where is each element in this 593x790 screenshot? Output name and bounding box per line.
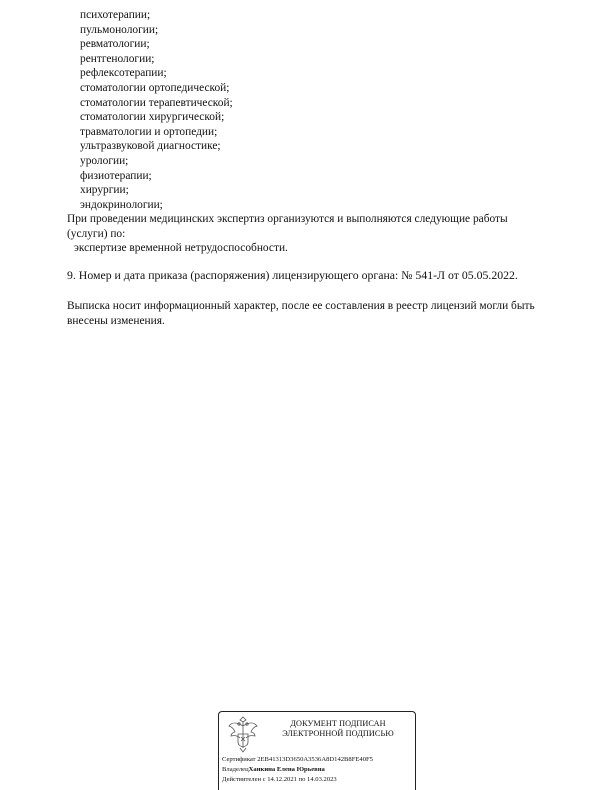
- electronic-signature-stamp: [218, 711, 416, 790]
- stamp-owner: [222, 766, 325, 774]
- coat-of-arms-icon: [227, 714, 259, 754]
- list-item: психотерапии;: [80, 9, 151, 21]
- disclaimer-note: Выписка носит информационный характер, после ее составления в реестр лицензий могли быть внесены изменения.: [67, 300, 535, 327]
- list-item: стоматологии хирургической;: [80, 111, 225, 124]
- list-item: пульмонологии;: [80, 23, 159, 36]
- list-item: ультразвуковой диагностике;: [80, 140, 221, 153]
- expertise-item: экспертизе временной нетрудоспособности.: [74, 242, 288, 254]
- list-item: эндокринологии;: [80, 198, 163, 211]
- stamp-certificate: Сертификат 2EB41313D3650A3536A8D142B8FE40F5: [222, 756, 373, 763]
- list-item: хирургии;: [80, 184, 129, 197]
- list-item: стоматологии ортопедической;: [80, 81, 230, 94]
- stamp-title-line-2: ЭЛЕКТРОННОЙ ПОДПИСЬЮ: [282, 729, 394, 738]
- stamp-owner-name: Ханкина Елена Юрьевна: [248, 766, 325, 773]
- list-item: рефлексотерапии;: [80, 67, 167, 80]
- list-item: урологии;: [80, 154, 129, 167]
- list-item: стоматологии терапевтической;: [80, 96, 233, 109]
- list-item: травматологии и ортопедии;: [80, 125, 218, 138]
- list-item: физиотерапии;: [80, 169, 152, 182]
- list-item: ревматологии;: [80, 38, 150, 51]
- stamp-validity: Действителен с 14.12.2021 по 14.03.2023: [222, 776, 337, 783]
- stamp-title-line-1: ДОКУМЕНТ ПОДПИСАН: [290, 719, 386, 728]
- stamp-owner-label: Владелец: [222, 766, 249, 773]
- list-item: рентгенологии;: [80, 52, 155, 65]
- license-order-paragraph: 9. Номер и дата приказа (распоряжения) лицензирующего органа: № 541-Л от 05.05.2022.: [67, 268, 518, 282]
- expertise-intro: При проведении медицинских экспертиз организуются и выполняются следующие работы (услуги) по:: [67, 213, 508, 240]
- stamp-title: [265, 719, 411, 739]
- specialty-list: [80, 8, 233, 212]
